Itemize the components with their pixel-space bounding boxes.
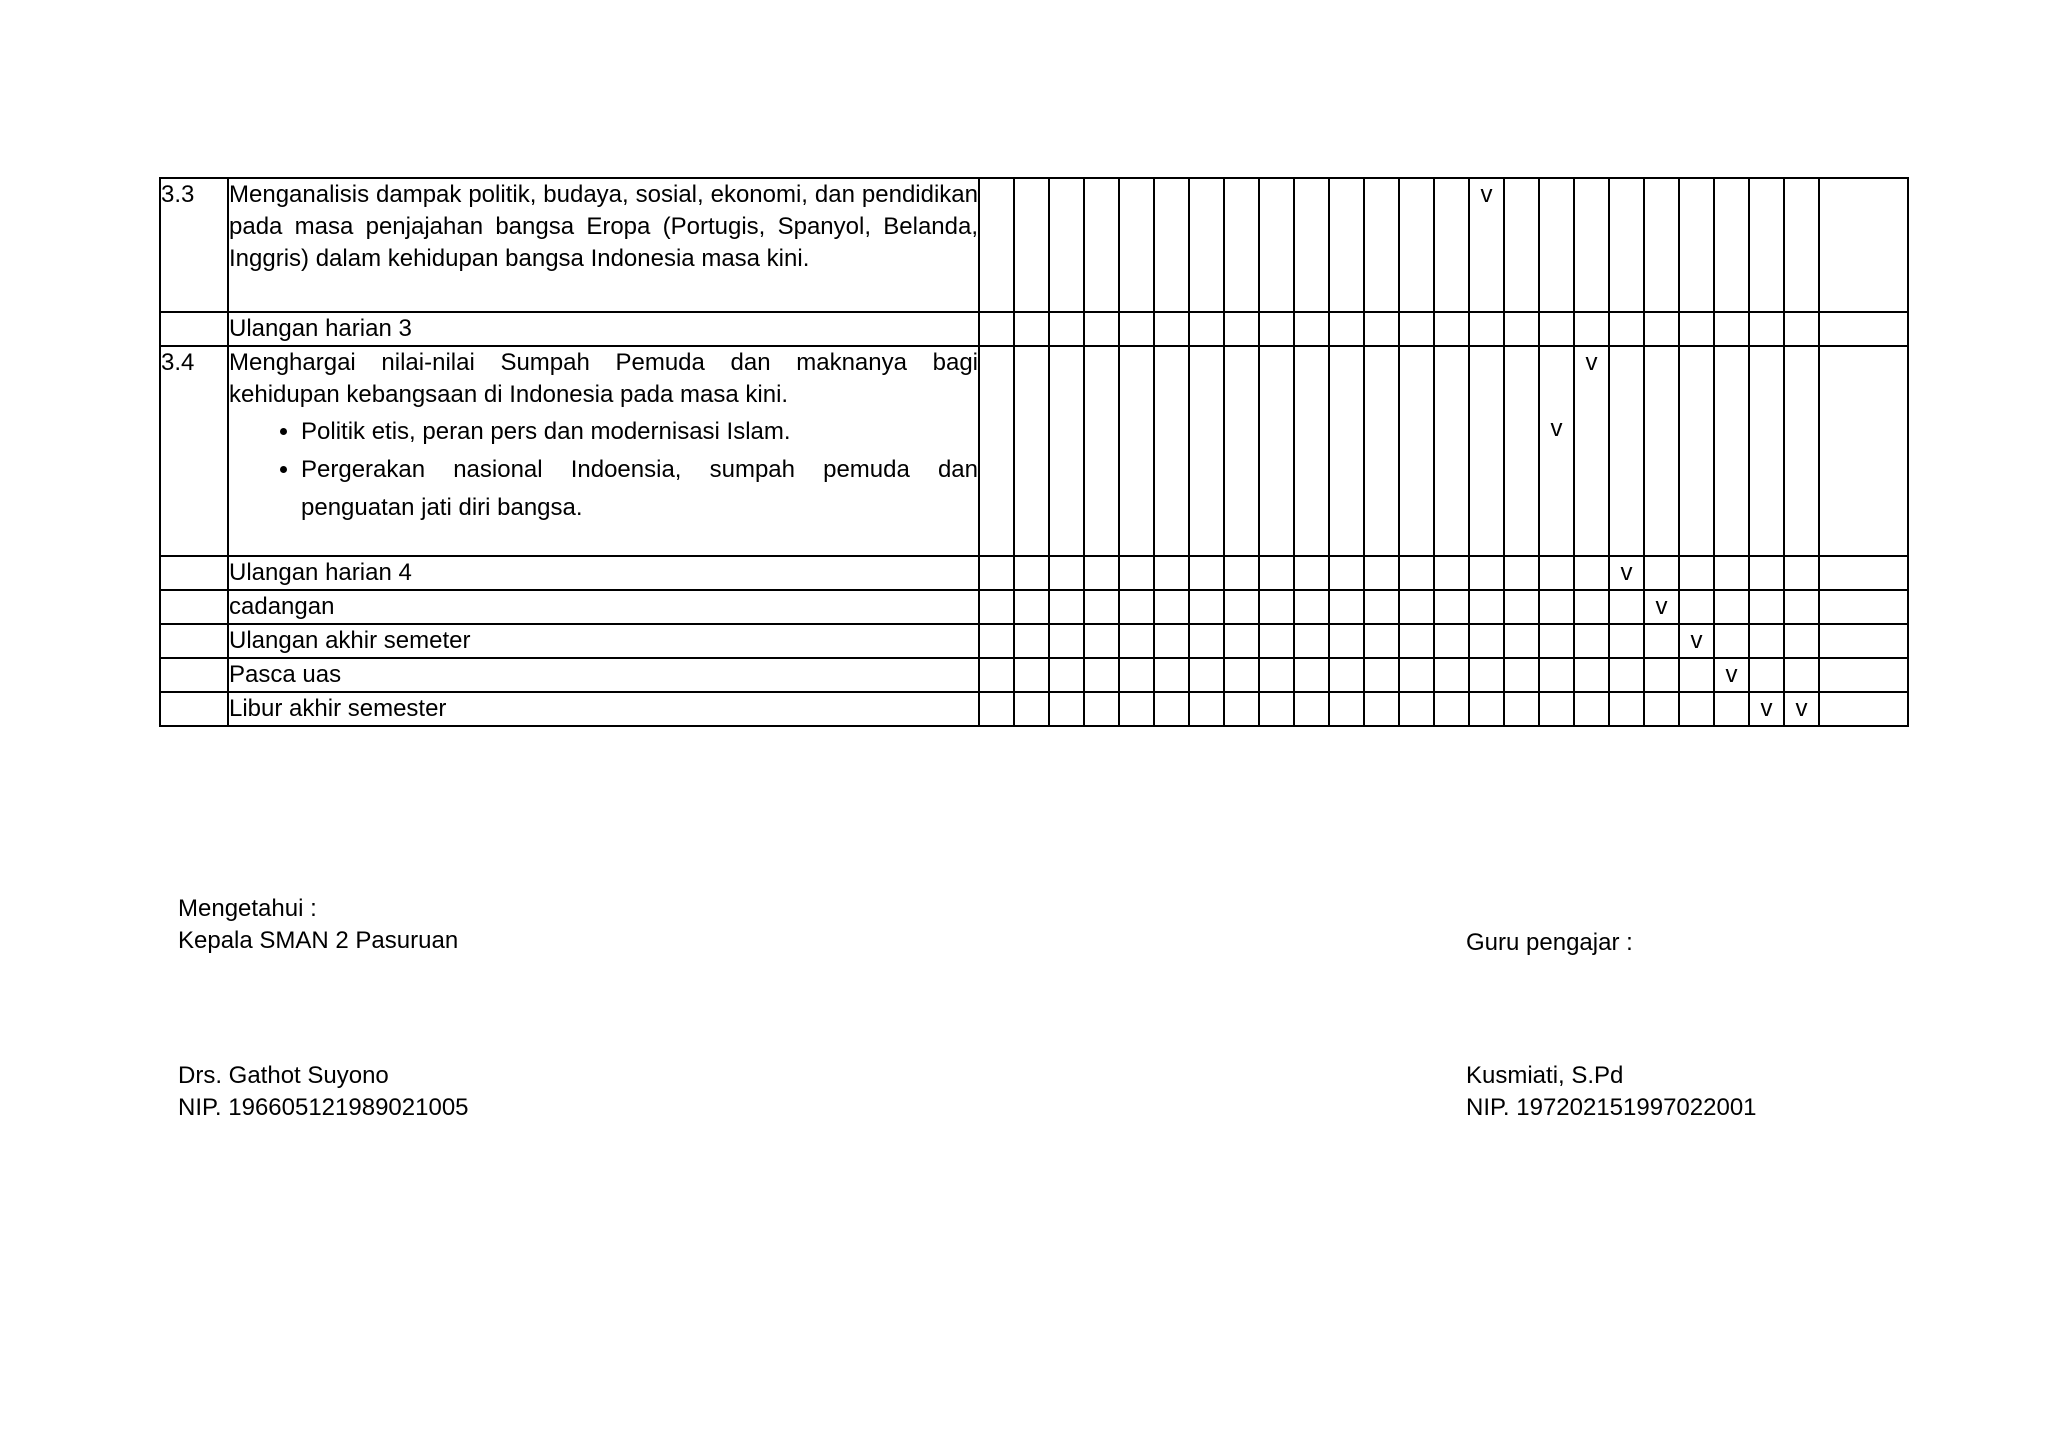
week-cell-4 — [1084, 658, 1119, 692]
week-cell-9 — [1259, 590, 1294, 624]
week-cell-20 — [1644, 692, 1679, 726]
week-cell-8 — [1224, 312, 1259, 346]
competency-description — [228, 346, 979, 556]
week-cell-8 — [1224, 556, 1259, 590]
competency-number — [160, 556, 228, 590]
table-row — [160, 346, 1908, 556]
week-cell-6 — [1154, 312, 1189, 346]
schedule-table — [159, 177, 1909, 727]
week-cell-9 — [1259, 178, 1294, 312]
week-cell-2 — [1014, 556, 1049, 590]
competency-number — [160, 624, 228, 658]
week-cell-2 — [1014, 178, 1049, 312]
sub-topic-list — [229, 413, 978, 527]
week-cell-1 — [979, 178, 1014, 312]
week-cell-22 — [1714, 590, 1749, 624]
signature-right — [1466, 927, 1633, 959]
week-cell-15 — [1469, 312, 1504, 346]
week-cell-10 — [1294, 312, 1329, 346]
week-cell-7 — [1189, 692, 1224, 726]
description-text: Ulangan akhir semeter — [229, 627, 471, 654]
week-cell-12 — [1364, 658, 1399, 692]
description-text: cadangan — [229, 593, 335, 620]
week-cell-18 — [1574, 556, 1609, 590]
signature-right-name — [1466, 1060, 1757, 1124]
week-cell-22 — [1714, 178, 1749, 312]
week-cell-16 — [1504, 312, 1539, 346]
competency-number — [160, 692, 228, 726]
week-cell-10 — [1294, 658, 1329, 692]
week-cell-7 — [1189, 312, 1224, 346]
week-cell-4 — [1084, 556, 1119, 590]
table-row — [160, 312, 1908, 346]
description-text: Ulangan harian 4 — [229, 559, 412, 586]
week-cell-23 — [1749, 590, 1784, 624]
week-cell-22 — [1714, 556, 1749, 590]
week-cell-17 — [1539, 624, 1574, 658]
principal-title: Kepala SMAN 2 Pasuruan — [178, 927, 459, 954]
week-cell-9 — [1259, 556, 1294, 590]
week-cell-10 — [1294, 178, 1329, 312]
table-row — [160, 658, 1908, 692]
week-cell-17: v — [1539, 346, 1574, 556]
teacher-label: Guru pengajar : — [1466, 929, 1633, 956]
week-cell-8 — [1224, 346, 1259, 556]
signature-left — [178, 893, 458, 957]
week-cell-10 — [1294, 346, 1329, 556]
week-cell-2 — [1014, 692, 1049, 726]
sub-topic-item: • Politik etis, peran pers dan modernisasi Islam. — [301, 413, 978, 451]
competency-description — [228, 624, 979, 658]
week-cell-3 — [1049, 346, 1084, 556]
principal-name: Drs. Gathot Suyono — [178, 1062, 389, 1089]
week-cell-8 — [1224, 590, 1259, 624]
week-cell-11 — [1329, 346, 1364, 556]
table-row — [160, 692, 1908, 726]
week-cell-2 — [1014, 624, 1049, 658]
week-cell-23 — [1749, 658, 1784, 692]
week-cell-19 — [1609, 658, 1644, 692]
week-cell-18 — [1574, 658, 1609, 692]
week-cell-18 — [1574, 178, 1609, 312]
week-cell-22 — [1714, 346, 1749, 556]
week-cell-6 — [1154, 346, 1189, 556]
week-cell-17 — [1539, 178, 1574, 312]
week-cell-21 — [1679, 556, 1714, 590]
competency-description — [228, 658, 979, 692]
week-cell-11 — [1329, 312, 1364, 346]
week-cell-14 — [1434, 346, 1469, 556]
week-cell-6 — [1154, 692, 1189, 726]
week-cell-7 — [1189, 556, 1224, 590]
week-cell-14 — [1434, 556, 1469, 590]
week-cell-24 — [1784, 178, 1819, 312]
week-cell-1 — [979, 346, 1014, 556]
teacher-name: Kusmiati, S.Pd — [1466, 1062, 1624, 1089]
week-cell-19 — [1609, 692, 1644, 726]
week-cell-23 — [1749, 178, 1784, 312]
week-cell-14 — [1434, 178, 1469, 312]
table-row — [160, 178, 1908, 312]
description-text: Menganalisis dampak politik, budaya, sosial, ekonomi, dan pendidikan pada masa penjajahan bangsa Eropa (Portugis, Spanyol, Belanda, Inggris) dalam kehidupan bangsa Indonesia masa kini. — [229, 181, 978, 272]
acknowledged-label: Mengetahui : — [178, 895, 317, 922]
week-cell-9 — [1259, 658, 1294, 692]
week-cell-12 — [1364, 346, 1399, 556]
week-cell-1 — [979, 624, 1014, 658]
week-cell-4 — [1084, 590, 1119, 624]
week-cell-1 — [979, 692, 1014, 726]
week-cell-10 — [1294, 624, 1329, 658]
week-cell-18: v — [1574, 346, 1609, 556]
week-cell-9 — [1259, 624, 1294, 658]
week-cell-8 — [1224, 692, 1259, 726]
week-cell-9 — [1259, 692, 1294, 726]
week-cell-2 — [1014, 658, 1049, 692]
competency-description — [228, 178, 979, 312]
week-cell-3 — [1049, 312, 1084, 346]
notes-cell — [1819, 312, 1908, 346]
week-cell-2 — [1014, 346, 1049, 556]
week-cell-9 — [1259, 312, 1294, 346]
week-cell-23 — [1749, 312, 1784, 346]
week-cell-17 — [1539, 658, 1574, 692]
week-cell-6 — [1154, 590, 1189, 624]
week-cell-10 — [1294, 556, 1329, 590]
week-cell-19 — [1609, 312, 1644, 346]
week-cell-12 — [1364, 590, 1399, 624]
week-cell-13 — [1399, 692, 1434, 726]
week-cell-13 — [1399, 346, 1434, 556]
signature-left-name — [178, 1060, 469, 1124]
week-cell-11 — [1329, 178, 1364, 312]
description-text: Libur akhir semester — [229, 695, 447, 722]
week-cell-9 — [1259, 346, 1294, 556]
week-cell-16 — [1504, 590, 1539, 624]
week-cell-17 — [1539, 590, 1574, 624]
week-cell-13 — [1399, 658, 1434, 692]
week-cell-5 — [1119, 312, 1154, 346]
week-cell-18 — [1574, 590, 1609, 624]
table-row — [160, 624, 1908, 658]
week-cell-15 — [1469, 346, 1504, 556]
week-cell-8 — [1224, 658, 1259, 692]
week-cell-15 — [1469, 692, 1504, 726]
week-cell-5 — [1119, 346, 1154, 556]
description-text: Menghargai nilai-nilai Sumpah Pemuda dan maknanya bagi kehidupan kebangsaan di Indonesia pada masa kini. — [229, 349, 978, 408]
week-cell-24: v — [1784, 692, 1819, 726]
table-row — [160, 556, 1908, 590]
week-cell-20 — [1644, 312, 1679, 346]
week-cell-17 — [1539, 312, 1574, 346]
week-cell-5 — [1119, 590, 1154, 624]
week-cell-23: v — [1749, 692, 1784, 726]
week-cell-5 — [1119, 624, 1154, 658]
week-cell-21 — [1679, 590, 1714, 624]
week-cell-21 — [1679, 692, 1714, 726]
week-cell-20: v — [1644, 590, 1679, 624]
notes-cell — [1819, 590, 1908, 624]
week-cell-15 — [1469, 556, 1504, 590]
competency-number — [160, 658, 228, 692]
week-cell-10 — [1294, 590, 1329, 624]
teacher-nip: NIP. 197202151997022001 — [1466, 1094, 1757, 1121]
week-cell-24 — [1784, 658, 1819, 692]
week-cell-1 — [979, 312, 1014, 346]
week-cell-3 — [1049, 590, 1084, 624]
week-cell-18 — [1574, 312, 1609, 346]
week-cell-11 — [1329, 658, 1364, 692]
competency-description — [228, 312, 979, 346]
week-cell-12 — [1364, 556, 1399, 590]
week-cell-16 — [1504, 692, 1539, 726]
week-cell-6 — [1154, 556, 1189, 590]
week-cell-2 — [1014, 312, 1049, 346]
week-cell-20 — [1644, 658, 1679, 692]
week-cell-6 — [1154, 658, 1189, 692]
week-cell-13 — [1399, 556, 1434, 590]
week-cell-5 — [1119, 658, 1154, 692]
week-cell-17 — [1539, 692, 1574, 726]
week-cell-6 — [1154, 178, 1189, 312]
week-cell-3 — [1049, 658, 1084, 692]
notes-cell — [1819, 624, 1908, 658]
sub-topic-item: • Pergerakan nasional Indoensia, sumpah pemuda dan penguatan jati diri bangsa. — [301, 451, 978, 527]
week-cell-22: v — [1714, 658, 1749, 692]
week-cell-3 — [1049, 624, 1084, 658]
competency-number: 3.3 — [160, 178, 228, 312]
week-cell-2 — [1014, 590, 1049, 624]
week-cell-7 — [1189, 624, 1224, 658]
week-cell-24 — [1784, 312, 1819, 346]
week-cell-20 — [1644, 624, 1679, 658]
week-cell-23 — [1749, 624, 1784, 658]
week-cell-5 — [1119, 556, 1154, 590]
week-cell-18 — [1574, 624, 1609, 658]
week-cell-14 — [1434, 312, 1469, 346]
week-cell-5 — [1119, 178, 1154, 312]
week-cell-4 — [1084, 624, 1119, 658]
week-cell-7 — [1189, 178, 1224, 312]
competency-number — [160, 590, 228, 624]
week-cell-19: v — [1609, 556, 1644, 590]
week-cell-21: v — [1679, 624, 1714, 658]
week-cell-14 — [1434, 692, 1469, 726]
week-cell-13 — [1399, 590, 1434, 624]
week-cell-12 — [1364, 624, 1399, 658]
week-cell-12 — [1364, 692, 1399, 726]
week-cell-24 — [1784, 556, 1819, 590]
week-cell-21 — [1679, 658, 1714, 692]
week-cell-16 — [1504, 624, 1539, 658]
competency-description — [228, 556, 979, 590]
competency-description — [228, 692, 979, 726]
competency-number — [160, 312, 228, 346]
principal-nip: NIP. 196605121989021005 — [178, 1094, 469, 1121]
week-cell-12 — [1364, 312, 1399, 346]
week-cell-7 — [1189, 658, 1224, 692]
week-cell-3 — [1049, 692, 1084, 726]
week-cell-15 — [1469, 658, 1504, 692]
week-cell-24 — [1784, 624, 1819, 658]
week-cell-11 — [1329, 590, 1364, 624]
week-cell-8 — [1224, 624, 1259, 658]
week-cell-19 — [1609, 590, 1644, 624]
week-cell-18 — [1574, 692, 1609, 726]
week-cell-7 — [1189, 590, 1224, 624]
week-cell-16 — [1504, 556, 1539, 590]
week-cell-11 — [1329, 624, 1364, 658]
week-cell-17 — [1539, 556, 1574, 590]
week-cell-6 — [1154, 624, 1189, 658]
week-cell-21 — [1679, 178, 1714, 312]
week-cell-16 — [1504, 658, 1539, 692]
week-cell-23 — [1749, 346, 1784, 556]
week-cell-16 — [1504, 178, 1539, 312]
week-cell-15 — [1469, 624, 1504, 658]
week-cell-10 — [1294, 692, 1329, 726]
notes-cell — [1819, 178, 1908, 312]
week-cell-15: v — [1469, 178, 1504, 312]
week-cell-12 — [1364, 178, 1399, 312]
week-cell-4 — [1084, 692, 1119, 726]
week-cell-14 — [1434, 590, 1469, 624]
week-cell-3 — [1049, 556, 1084, 590]
week-cell-4 — [1084, 346, 1119, 556]
competency-description — [228, 590, 979, 624]
table-row — [160, 590, 1908, 624]
week-cell-19 — [1609, 346, 1644, 556]
week-cell-13 — [1399, 312, 1434, 346]
week-cell-21 — [1679, 312, 1714, 346]
week-cell-8 — [1224, 178, 1259, 312]
week-cell-3 — [1049, 178, 1084, 312]
notes-cell — [1819, 346, 1908, 556]
week-cell-13 — [1399, 178, 1434, 312]
week-cell-24 — [1784, 590, 1819, 624]
week-cell-19 — [1609, 624, 1644, 658]
description-text: Pasca uas — [229, 661, 342, 688]
week-cell-16 — [1504, 346, 1539, 556]
week-cell-23 — [1749, 556, 1784, 590]
week-cell-15 — [1469, 590, 1504, 624]
week-cell-11 — [1329, 556, 1364, 590]
week-cell-21 — [1679, 346, 1714, 556]
week-cell-1 — [979, 556, 1014, 590]
week-cell-5 — [1119, 692, 1154, 726]
week-cell-7 — [1189, 346, 1224, 556]
week-cell-22 — [1714, 692, 1749, 726]
week-cell-14 — [1434, 658, 1469, 692]
week-cell-22 — [1714, 312, 1749, 346]
week-cell-1 — [979, 590, 1014, 624]
week-cell-1 — [979, 658, 1014, 692]
week-cell-20 — [1644, 346, 1679, 556]
notes-cell — [1819, 556, 1908, 590]
week-cell-14 — [1434, 624, 1469, 658]
notes-cell — [1819, 692, 1908, 726]
week-cell-20 — [1644, 178, 1679, 312]
week-cell-19 — [1609, 178, 1644, 312]
week-cell-4 — [1084, 312, 1119, 346]
week-cell-4 — [1084, 178, 1119, 312]
description-text: Ulangan harian 3 — [229, 315, 412, 342]
notes-cell — [1819, 658, 1908, 692]
week-cell-22 — [1714, 624, 1749, 658]
week-cell-13 — [1399, 624, 1434, 658]
week-cell-24 — [1784, 346, 1819, 556]
week-cell-20 — [1644, 556, 1679, 590]
week-cell-11 — [1329, 692, 1364, 726]
competency-number: 3.4 — [160, 346, 228, 556]
